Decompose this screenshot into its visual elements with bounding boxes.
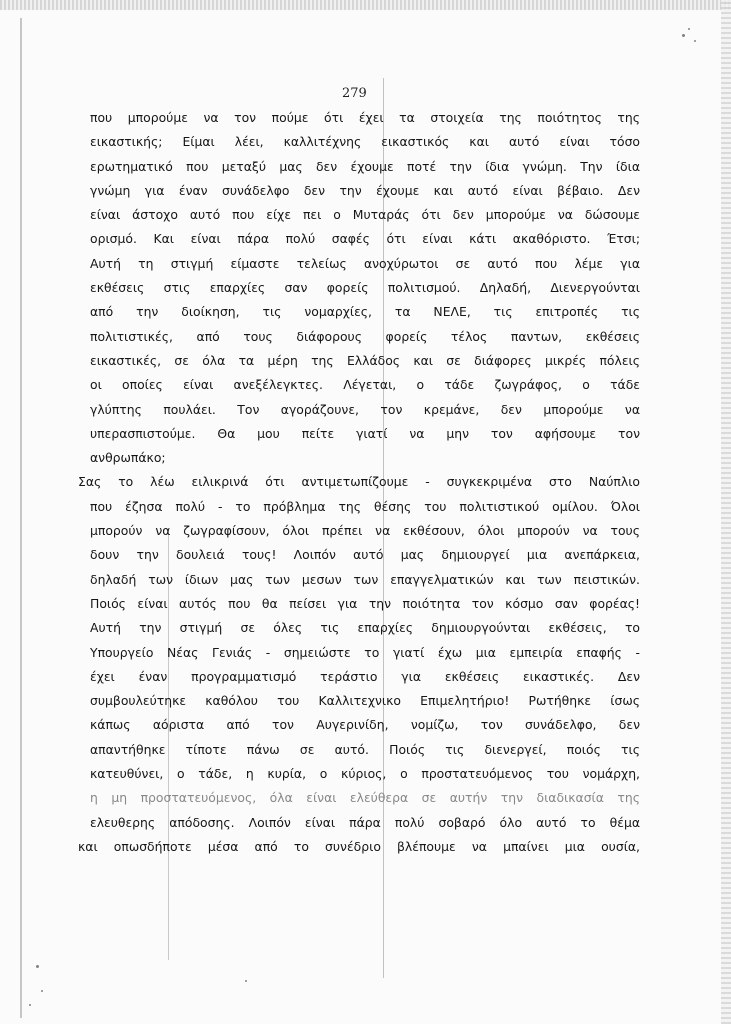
- scan-right-edge: [721, 0, 731, 1024]
- page-number: 279: [342, 86, 367, 101]
- scan-top-edge: [0, 0, 731, 10]
- text-line: υπερασπιστούμε. Θα μου πείτε γιατί να μην τον αφήσουμε τον: [90, 425, 640, 441]
- text-line: Ποιός είναι αυτός που θα πείσει για την ποιότητα τον κόσμο σαν φορέας!: [90, 595, 640, 611]
- text-line: Αυτή την στιγμή σε όλες τις επαρχίες δημιουργούνται εκθέσεις, το: [90, 620, 640, 636]
- scan-speck: [245, 980, 247, 982]
- text-line: ανθρωπάκο;: [90, 450, 166, 466]
- text-line: από την διοίκηση, τις νομαρχίες, τα ΝΕΛΕ, τις επιτροπές τις: [90, 304, 640, 320]
- text-line: εικαστικές, σε όλα τα μέρη της Ελλάδος και σε διάφορες μικρές πόλεις: [90, 352, 640, 368]
- text-line: που έζησα πολύ - το πρόβλημα της θέσης του πολιτιστικού ομίλου. Όλοι: [90, 498, 640, 514]
- text-line: Αυτή τη στιγμή είμαστε τελείως ανοχύρωτοι σε αυτό που λέμε για: [90, 255, 640, 271]
- text-line: Σας το λέω ειλικρινά ότι αντιμετωπίζουμε - συγκεκριμένα στο Ναύπλιο: [78, 474, 640, 490]
- scan-speck: [682, 34, 685, 37]
- text-line: δουν την δουλειά τους! Λοιπόν αυτό μας δημιουργεί μια ανεπάρκεια,: [90, 547, 640, 563]
- text-line: ελευθερης απόδοσης. Λοιπόν είναι πάρα πολύ σοβαρό όλο αυτό το θέμα: [90, 814, 640, 830]
- text-line: εικαστικής; Είμαι λέει, καλλιτέχνης εικαστικός και αυτό είναι τόσο: [90, 134, 640, 150]
- text-line: δηλαδή των ίδιων μας των μεσων των επαγγελματικών και των πειστικών.: [90, 571, 640, 587]
- text-line: και οπωσδήποτε μέσα από το συνέδριο βλέπουμε να μπαίνει μια ουσία,: [78, 838, 640, 854]
- text-line: γλύπτης πουλάει. Τον αγοράζουνε, τον κρεμάνε, δεν μπορούμε να: [90, 401, 640, 417]
- text-line: κάπως αόριστα από τον Αυγερινίδη, νομίζω, τον συνάδελφο, δεν: [90, 717, 640, 733]
- text-line: εκθέσεις στις επαρχίες σαν φορείς πολιτισμού. Δηλαδή, Διενεργούνται: [90, 280, 640, 296]
- scan-speck: [41, 990, 43, 992]
- text-line: πολιτιστικές, από τους διάφορους φορείς τέλος παντων, εκθέσεις: [90, 328, 640, 344]
- left-margin-rule: [20, 18, 22, 1018]
- scan-speck: [29, 1004, 31, 1006]
- text-line: είναι άστοχο αυτό που είχε πει ο Μυταράς ότι δεν μπορούμε να δώσουμε: [90, 207, 640, 223]
- text-line: γνώμη για έναν συνάδελφο δεν την έχουμε και αυτό είναι βέβαιο. Δεν: [90, 182, 640, 198]
- text-line: η μη προστατευόμενος, όλα είναι ελεύθερα σε αυτήν την διαδικασία της: [90, 790, 640, 806]
- scan-speck: [36, 965, 39, 968]
- text-line: συμβουλεύτηκε καθόλου του Καλλιτεχνικο Επιμελητήριο! Ρωτήθηκε ίσως: [90, 693, 640, 709]
- text-line: έχει έναν προγραμματισμό τεράστιο για εκθέσεις εικαστικές. Δεν: [90, 668, 640, 684]
- text-line: ορισμό. Και είναι πάρα πολύ σαφές ότι είναι κάτι ακαθόριστο. Έτσι;: [90, 231, 640, 247]
- text-line: οι οποίες είναι ανεξέλεγκτες. Λέγεται, ο τάδε ζωγράφος, ο τάδε: [90, 377, 640, 393]
- text-line: κατευθύνει, ο τάδε, η κυρία, ο κύριος, ο προστατευόμενος του νομάρχη,: [90, 766, 640, 782]
- text-line: Υπουργείο Νέας Γενιάς - σημειώστε το γιατί έχω μια εμπειρία επαφής -: [90, 644, 640, 660]
- text-line: μπορούν να ζωγραφίσουν, όλοι πρέπει να εκθέσουν, όλοι μπορούν να τους: [90, 523, 640, 539]
- scan-speck: [688, 28, 690, 30]
- scan-speck: [694, 40, 696, 42]
- text-line: ερωτηματικό που μεταξύ μας δεν έχουμε ποτέ την ίδια γνώμη. Την ίδια: [90, 158, 640, 174]
- text-line: απαντήθηκε τίποτε πάνω σε αυτό. Ποιός τις διενεργεί, ποιός τις: [90, 741, 640, 757]
- body-text: [78, 106, 640, 859]
- text-line: που μπορούμε να τον πούμε ότι έχει τα στοιχεία της ποιότητος της: [90, 110, 640, 125]
